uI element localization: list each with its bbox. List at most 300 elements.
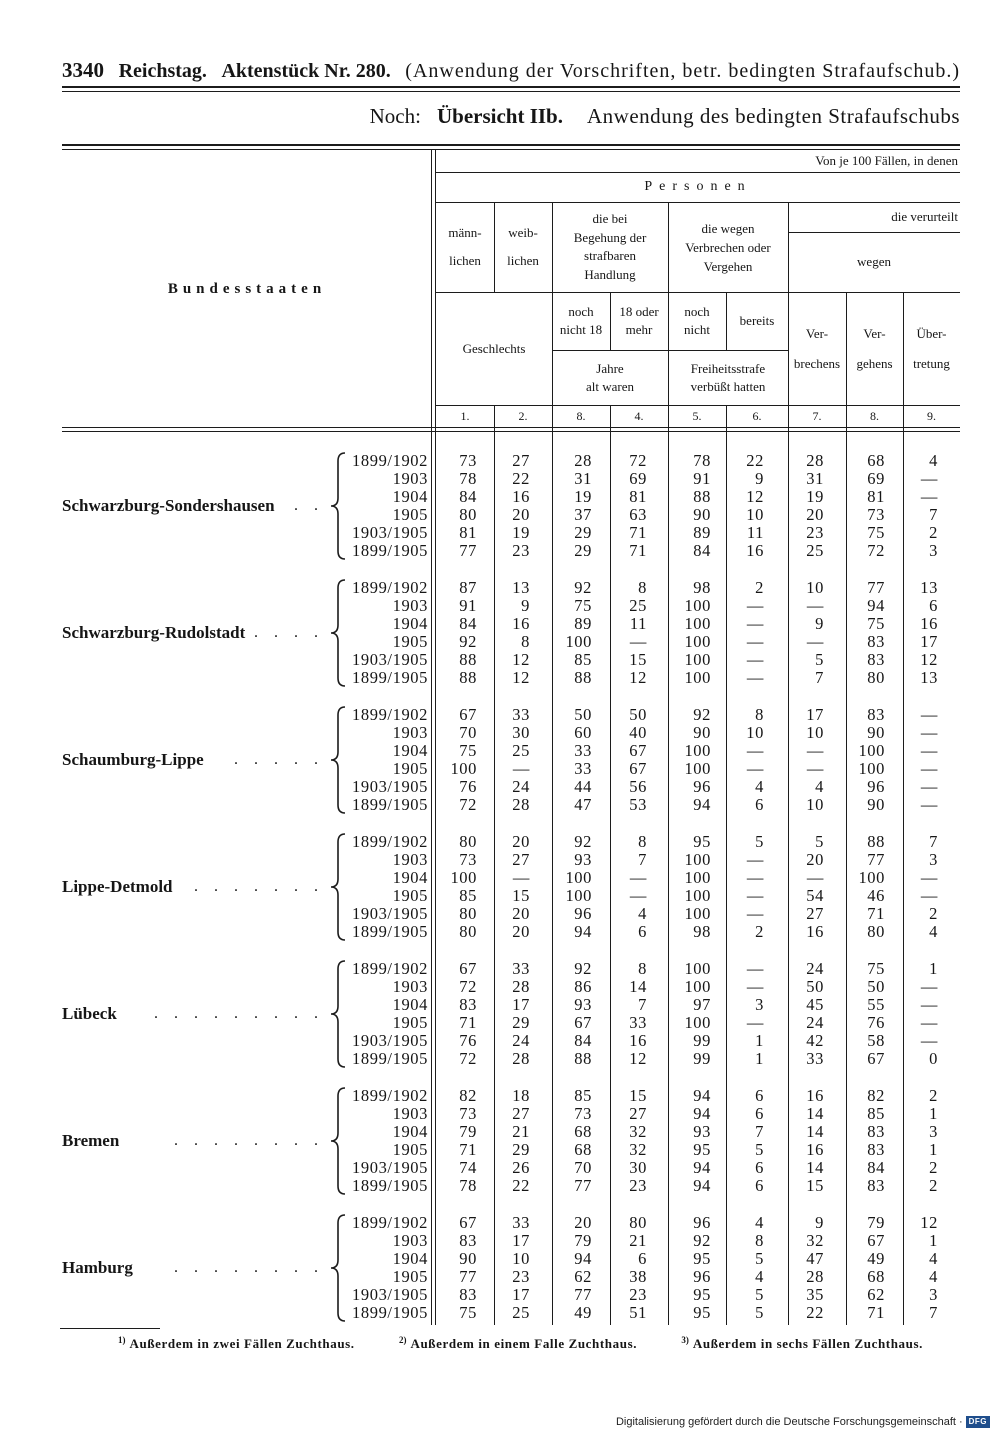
cell-col-5: 88 <box>693 487 711 506</box>
cell-col-8: 100 <box>858 741 885 760</box>
cell-col-6: 2 <box>755 578 764 597</box>
table-row <box>0 1014 960 1032</box>
cell-col-6: — <box>746 850 764 869</box>
cell-col-9: — <box>920 1031 938 1050</box>
cell-col-9: — <box>920 886 938 905</box>
cell-col-7: 17 <box>806 705 824 724</box>
cell-col-5: 95 <box>693 1249 711 1268</box>
cell-col-6: — <box>746 868 764 887</box>
cell-col-4: 23 <box>629 1285 647 1304</box>
cell-col-3: 94 <box>574 922 592 941</box>
cell-col-4: 32 <box>629 1140 647 1159</box>
cell-col-7: 45 <box>806 995 824 1014</box>
period-label: 1903/1905 <box>352 777 428 796</box>
cell-col-3: 100 <box>565 886 592 905</box>
cell-col-9: 17 <box>920 632 938 651</box>
cell-col-7: 15 <box>806 1176 824 1195</box>
cell-col-6: 5 <box>755 1249 764 1268</box>
cell-col-3: 68 <box>574 1122 592 1141</box>
cell-col-2: 17 <box>512 995 530 1014</box>
leader-dots: . . . . . . . . <box>174 1259 324 1276</box>
cell-col-2: 20 <box>512 904 530 923</box>
cell-col-8: 72 <box>867 541 885 560</box>
cell-col-5: 100 <box>684 1013 711 1032</box>
period-label: 1904 <box>392 1122 428 1141</box>
cell-col-1: 77 <box>459 1267 477 1286</box>
cell-col-1: 88 <box>459 668 477 687</box>
cell-col-6: 1 <box>755 1031 764 1050</box>
cell-col-5: 97 <box>693 995 711 1014</box>
cell-col-3: 93 <box>574 850 592 869</box>
period-label: 1905 <box>392 759 428 778</box>
cell-col-1: 84 <box>459 614 477 633</box>
running-header <box>62 58 960 84</box>
cell-col-8: 69 <box>867 469 885 488</box>
cell-col-5: 91 <box>693 469 711 488</box>
cell-col-3: 44 <box>574 777 592 796</box>
cell-col-6: 8 <box>755 1231 764 1250</box>
footnote <box>399 1336 637 1352</box>
cell-col-8: 75 <box>867 959 885 978</box>
cell-col-2: 33 <box>512 1213 530 1232</box>
cell-col-4: 56 <box>629 777 647 796</box>
cell-col-8: 88 <box>867 832 885 851</box>
cell-col-8: 82 <box>867 1086 885 1105</box>
cell-col-9: — <box>920 777 938 796</box>
state-name: Bremen <box>62 1131 120 1150</box>
cell-col-9: 4 <box>929 922 938 941</box>
cell-col-4: 53 <box>629 795 647 814</box>
table-row <box>0 996 960 1014</box>
cell-col-9: 3 <box>929 850 938 869</box>
cell-col-6: 10 <box>746 505 764 524</box>
table-row <box>0 742 960 760</box>
cell-col-1: 67 <box>459 959 477 978</box>
cell-col-2: 18 <box>512 1086 530 1105</box>
cell-col-9: — <box>920 1013 938 1032</box>
cell-col-5: 100 <box>684 596 711 615</box>
cell-col-5: 90 <box>693 505 711 524</box>
cell-col-7: 22 <box>806 1303 824 1322</box>
cell-col-6: 4 <box>755 1213 764 1232</box>
cell-col-1: 70 <box>459 723 477 742</box>
cell-col-8: 81 <box>867 487 885 506</box>
table-row <box>0 579 960 597</box>
cell-col-9: 2 <box>929 1176 938 1195</box>
header-not-yet: noch nicht <box>684 304 710 337</box>
period-label: 1905 <box>392 505 428 524</box>
period-label: 1903 <box>392 1231 428 1250</box>
cell-col-4: 23 <box>629 1176 647 1195</box>
cell-col-2: 9 <box>521 596 530 615</box>
cell-col-5: 94 <box>693 1158 711 1177</box>
cell-col-3: 92 <box>574 578 592 597</box>
cell-col-5: 94 <box>693 1104 711 1123</box>
cell-col-1: 83 <box>459 1285 477 1304</box>
cell-col-9: — <box>920 487 938 506</box>
cell-col-1: 92 <box>459 632 477 651</box>
cell-col-8: 84 <box>867 1158 885 1177</box>
cell-col-5: 100 <box>684 614 711 633</box>
cell-col-6: 2 <box>755 922 764 941</box>
cell-col-3: 92 <box>574 832 592 851</box>
column-number: 1. <box>460 409 470 423</box>
period-label: 1905 <box>392 1140 428 1159</box>
cell-col-2: 23 <box>512 541 530 560</box>
cell-col-6: 5 <box>755 832 764 851</box>
cell-col-8: 62 <box>867 1285 885 1304</box>
cell-col-1: 87 <box>459 578 477 597</box>
cell-col-9: — <box>920 469 938 488</box>
cell-col-1: 72 <box>459 1049 477 1068</box>
state-name: Schaumburg-Lippe <box>62 750 204 769</box>
period-label: 1905 <box>392 1267 428 1286</box>
cell-col-9: 7 <box>929 1303 938 1322</box>
cell-col-5: 92 <box>693 1231 711 1250</box>
period-label: 1899/1905 <box>352 1176 428 1195</box>
cell-col-6: — <box>746 977 764 996</box>
cell-col-9: — <box>920 723 938 742</box>
cell-col-3: 37 <box>574 505 592 524</box>
cell-col-8: 46 <box>867 886 885 905</box>
cell-col-4: 27 <box>629 1104 647 1123</box>
cell-col-3: 88 <box>574 668 592 687</box>
cell-col-1: 74 <box>459 1158 477 1177</box>
cell-col-7: 16 <box>806 1086 824 1105</box>
table-row <box>0 1087 960 1105</box>
header-convicted-group: die verurteilt <box>891 209 958 224</box>
cell-col-8: 94 <box>867 596 885 615</box>
leader-dots: . . . . . . . <box>194 878 324 895</box>
cell-col-6: — <box>746 650 764 669</box>
cell-col-7: 47 <box>806 1249 824 1268</box>
column-number: 2. <box>518 409 528 423</box>
cell-col-5: 100 <box>684 959 711 978</box>
cell-col-5: 100 <box>684 650 711 669</box>
cell-col-6: 4 <box>755 1267 764 1286</box>
leader-dots: . . <box>294 497 324 514</box>
cell-col-8: 83 <box>867 1122 885 1141</box>
cell-col-8: 75 <box>867 523 885 542</box>
table-row <box>0 1105 960 1123</box>
header-age-group: die bei Begehung der strafbaren Handlung <box>573 211 647 282</box>
cell-col-2: 20 <box>512 505 530 524</box>
cell-col-3: 28 <box>574 451 592 470</box>
cell-col-2: 25 <box>512 741 530 760</box>
cell-col-5: 100 <box>684 632 711 651</box>
cell-col-6: 7 <box>755 1122 764 1141</box>
cell-col-2: — <box>512 868 530 887</box>
cell-col-2: 22 <box>512 1176 530 1195</box>
cell-col-3: 92 <box>574 959 592 978</box>
cell-col-7: 24 <box>806 959 824 978</box>
table-row <box>0 1050 960 1068</box>
cell-col-3: 85 <box>574 650 592 669</box>
cell-col-3: 50 <box>574 705 592 724</box>
cell-col-7: 20 <box>806 505 824 524</box>
cell-col-5: 100 <box>684 977 711 996</box>
cell-col-1: 85 <box>459 886 477 905</box>
horizontal-rule <box>60 1328 160 1329</box>
cell-col-6: 5 <box>755 1140 764 1159</box>
cell-col-6: 1 <box>755 1049 764 1068</box>
cell-col-9: 1 <box>929 1140 938 1159</box>
table-row <box>0 978 960 996</box>
cell-col-1: 82 <box>459 1086 477 1105</box>
cell-col-1: 100 <box>450 759 477 778</box>
cell-col-6: 4 <box>755 777 764 796</box>
cell-col-9: 2 <box>929 1086 938 1105</box>
cell-col-6: — <box>746 668 764 687</box>
table-row <box>0 470 960 488</box>
cell-col-8: 75 <box>867 614 885 633</box>
cell-col-1: 80 <box>459 922 477 941</box>
cell-col-7: 7 <box>815 668 824 687</box>
table-row <box>0 615 960 633</box>
period-label: 1904 <box>392 868 428 887</box>
cell-col-6: — <box>746 596 764 615</box>
cell-col-5: 100 <box>684 759 711 778</box>
cell-col-6: 16 <box>746 541 764 560</box>
cell-col-5: 92 <box>693 705 711 724</box>
cell-col-6: 6 <box>755 1104 764 1123</box>
cell-col-6: — <box>746 614 764 633</box>
cell-col-7: 10 <box>806 578 824 597</box>
table-row <box>0 706 960 724</box>
cell-col-4: 81 <box>629 487 647 506</box>
cell-col-1: 80 <box>459 832 477 851</box>
header-prior-label: Freiheitsstrafe verbüßt hatten <box>690 360 766 394</box>
cell-col-8: 73 <box>867 505 885 524</box>
header-under-18: noch nicht 18 <box>559 304 603 337</box>
cell-col-2: 27 <box>512 451 530 470</box>
cell-col-4: 12 <box>629 668 647 687</box>
column-number: 6. <box>752 409 762 423</box>
cell-col-4: 30 <box>629 1158 647 1177</box>
horizontal-rule <box>62 431 960 432</box>
cell-col-7: — <box>806 868 824 887</box>
cell-col-1: 88 <box>459 650 477 669</box>
cell-col-1: 100 <box>450 868 477 887</box>
state-group <box>0 706 960 818</box>
header-sex-label: Geschlechts <box>462 340 526 356</box>
cell-col-2: 24 <box>512 1031 530 1050</box>
horizontal-rule <box>62 91 960 92</box>
footnote-mark: 1) <box>118 1335 126 1345</box>
cell-col-3: 19 <box>574 487 592 506</box>
dfg-logo: DFG <box>966 1416 990 1428</box>
cell-col-9: — <box>920 995 938 1014</box>
title-text: Anwendung des bedingten Strafaufschubs <box>586 104 960 128</box>
digitization-credit <box>480 1413 990 1431</box>
cell-col-8: 83 <box>867 1140 885 1159</box>
cell-col-2: 12 <box>512 668 530 687</box>
period-label: 1899/1905 <box>352 922 428 941</box>
cell-col-7: 25 <box>806 541 824 560</box>
cell-col-4: 71 <box>629 523 647 542</box>
cell-col-1: 78 <box>459 1176 477 1195</box>
cell-col-9: 0 <box>929 1049 938 1068</box>
period-label: 1899/1902 <box>352 832 428 851</box>
cell-col-9: 12 <box>920 1213 938 1232</box>
cell-col-7: 28 <box>806 451 824 470</box>
cell-col-6: — <box>746 1013 764 1032</box>
cell-col-6: — <box>746 632 764 651</box>
cell-col-2: 28 <box>512 1049 530 1068</box>
table-row <box>0 488 960 506</box>
cell-col-7: 28 <box>806 1267 824 1286</box>
horizontal-rule <box>62 144 960 146</box>
cell-col-6: 6 <box>755 1176 764 1195</box>
cell-col-2: 23 <box>512 1267 530 1286</box>
cell-col-1: 73 <box>459 451 477 470</box>
period-label: 1899/1905 <box>352 795 428 814</box>
cell-col-6: — <box>746 959 764 978</box>
cell-col-6: 8 <box>755 705 764 724</box>
cell-col-8: 100 <box>858 868 885 887</box>
state-name: Schwarzburg-Rudolstadt <box>62 623 246 642</box>
table-row <box>0 542 960 560</box>
top-header: Von je 100 Fällen, in denen <box>815 153 958 168</box>
cell-col-2: 12 <box>512 650 530 669</box>
page-number: 3340 <box>62 58 104 82</box>
cell-col-9: 2 <box>929 1158 938 1177</box>
column-number: 8. <box>576 409 586 423</box>
state-group <box>0 833 960 945</box>
cell-col-1: 72 <box>459 977 477 996</box>
cell-col-7: — <box>806 632 824 651</box>
footnote-mark: 3) <box>681 1335 689 1345</box>
cell-col-2: 26 <box>512 1158 530 1177</box>
period-label: 1904 <box>392 741 428 760</box>
cell-col-8: 68 <box>867 451 885 470</box>
cell-col-7: 14 <box>806 1104 824 1123</box>
cell-col-8: 83 <box>867 632 885 651</box>
cell-col-1: 84 <box>459 487 477 506</box>
cell-col-7: 24 <box>806 1013 824 1032</box>
cell-col-8: 79 <box>867 1213 885 1232</box>
footnote-mark: 2) <box>398 1335 407 1345</box>
cell-col-5: 95 <box>693 832 711 851</box>
cell-col-3: 88 <box>574 1049 592 1068</box>
cell-col-1: 78 <box>459 469 477 488</box>
table-row <box>0 597 960 615</box>
table-row <box>0 796 960 814</box>
cell-col-3: 31 <box>574 469 592 488</box>
cell-col-4: 63 <box>629 505 647 524</box>
cell-col-8: 71 <box>867 1303 885 1322</box>
cell-col-4: 72 <box>629 451 647 470</box>
cell-col-8: 76 <box>867 1013 885 1032</box>
horizontal-rule <box>62 86 960 88</box>
cell-col-7: 5 <box>815 832 824 851</box>
period-label: 1903/1905 <box>352 1158 428 1177</box>
period-label: 1903 <box>392 723 428 742</box>
footnotes <box>118 1336 923 1354</box>
header-age-label: Jahre alt waren <box>585 360 634 394</box>
period-label: 1904 <box>392 614 428 633</box>
cell-col-1: 75 <box>459 741 477 760</box>
period-label: 1903 <box>392 596 428 615</box>
title-prefix: Noch: <box>369 104 421 128</box>
cell-col-9: — <box>920 759 938 778</box>
cell-col-9: 6 <box>929 596 938 615</box>
cell-col-5: 94 <box>693 1086 711 1105</box>
table-row <box>0 506 960 524</box>
period-label: 1904 <box>392 1249 428 1268</box>
cell-col-5: 95 <box>693 1303 711 1322</box>
cell-col-4: 21 <box>629 1231 647 1250</box>
cell-col-3: 77 <box>574 1176 592 1195</box>
cell-col-2: 8 <box>521 632 530 651</box>
cell-col-9: 12 <box>920 650 938 669</box>
cell-col-8: 85 <box>867 1104 885 1123</box>
cell-col-8: 80 <box>867 668 885 687</box>
footnote-text: Außerdem in einem Falle Zuchthaus. <box>410 1336 638 1351</box>
cell-col-3: 70 <box>574 1158 592 1177</box>
period-label: 1899/1905 <box>352 668 428 687</box>
cell-col-5: 100 <box>684 868 711 887</box>
cell-col-9: — <box>920 868 938 887</box>
period-label: 1899/1902 <box>352 1086 428 1105</box>
header-violation: Über- tretung <box>913 325 950 371</box>
cell-col-6: — <box>746 759 764 778</box>
cell-col-9: 2 <box>929 904 938 923</box>
cell-col-2: 28 <box>512 795 530 814</box>
cell-col-7: 9 <box>815 1213 824 1232</box>
cell-col-1: 80 <box>459 904 477 923</box>
cell-col-3: 33 <box>574 741 592 760</box>
cell-col-8: 83 <box>867 1176 885 1195</box>
cell-col-2: 16 <box>512 487 530 506</box>
header-female: weib- lichen <box>507 225 539 268</box>
period-label: 1903 <box>392 469 428 488</box>
cell-col-4: 14 <box>629 977 647 996</box>
cell-col-3: 47 <box>574 795 592 814</box>
cell-col-5: 96 <box>693 1267 711 1286</box>
cell-col-2: 33 <box>512 959 530 978</box>
cell-col-7: 33 <box>806 1049 824 1068</box>
footnote <box>681 1336 923 1352</box>
cell-col-7: — <box>806 596 824 615</box>
cell-col-8: 50 <box>867 977 885 996</box>
cell-col-2: 29 <box>512 1140 530 1159</box>
cell-col-1: 73 <box>459 850 477 869</box>
cell-col-4: 8 <box>638 578 647 597</box>
cell-col-8: 90 <box>867 723 885 742</box>
cell-col-2: 13 <box>512 578 530 597</box>
cell-col-4: 4 <box>638 904 647 923</box>
cell-col-2: 25 <box>512 1303 530 1322</box>
cell-col-7: 31 <box>806 469 824 488</box>
period-label: 1899/1905 <box>352 1303 428 1322</box>
cell-col-9: 4 <box>929 1267 938 1286</box>
footnote-text: Außerdem in sechs Fällen Zuchthaus. <box>692 1336 923 1351</box>
period-label: 1903/1905 <box>352 1285 428 1304</box>
credit-text: Digitalisierung gefördert durch die Deutsche Forschungsgemeinschaft <box>615 1416 956 1428</box>
column-number: 8. <box>870 409 879 423</box>
cell-col-6: 9 <box>755 469 764 488</box>
cell-col-8: 68 <box>867 1267 885 1286</box>
cell-col-4: 67 <box>629 759 647 778</box>
cell-col-2: 10 <box>512 1249 530 1268</box>
cell-col-2: 27 <box>512 850 530 869</box>
table-row <box>0 1141 960 1159</box>
header-because-of: wegen <box>857 254 891 269</box>
cell-col-8: 58 <box>867 1031 885 1050</box>
cell-col-4: 71 <box>629 541 647 560</box>
cell-col-7: 19 <box>806 487 824 506</box>
